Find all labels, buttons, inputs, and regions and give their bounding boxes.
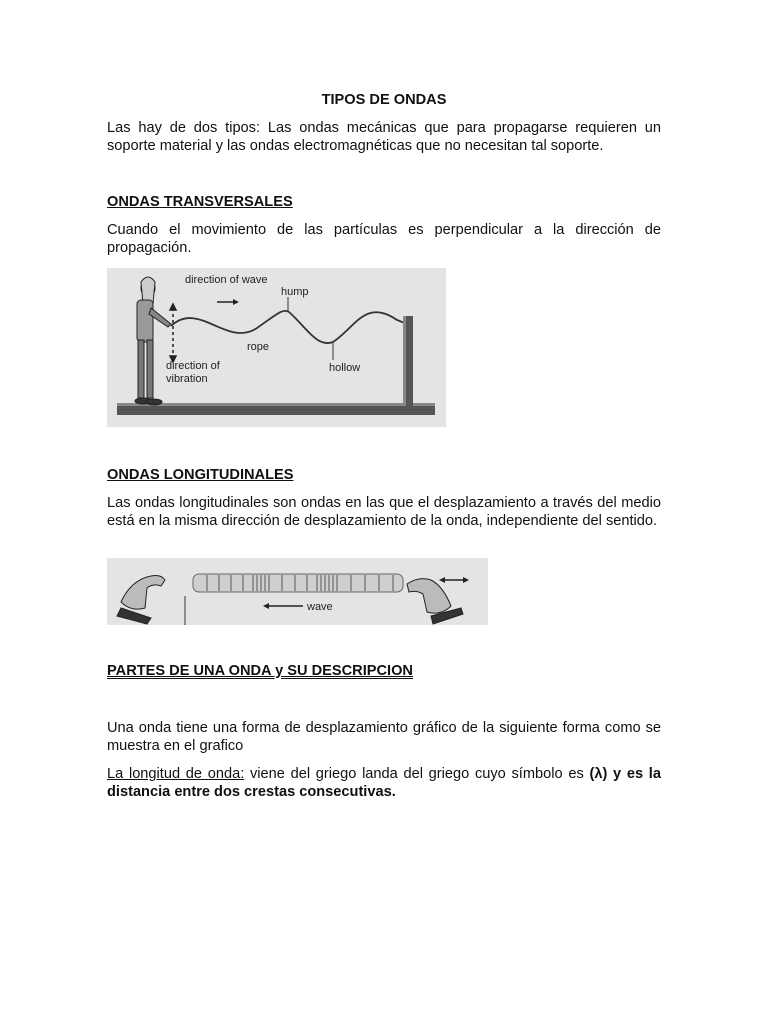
wavelength-paragraph [107,765,661,801]
label-hollow: hollow [329,362,361,374]
heading-longitudinal: ONDAS LONGITUDINALES [107,467,294,483]
parts-paragraph: Una onda tiene una forma de desplazamiento gráfico de la siguiente forma como se muestra en el grafico [107,720,661,754]
label-vibration: vibration [166,373,208,385]
transversal-paragraph: Cuando el movimiento de las partículas es perpendicular a la dirección de propagación. [107,222,661,256]
label-hump: hump [281,286,309,298]
longitudinal-wave-figure [107,558,488,625]
longitudinal-paragraph: Las ondas longitudinales son ondas en las que el desplazamiento a través del medio está en la misma dirección de desplazamiento de la onda, independiente del sentido. [107,495,661,529]
heading-parts: PARTES DE UNA ONDA y SU DESCRIPCION [107,663,413,679]
label-direction-of-wave: direction of wave [185,274,268,286]
wavelength-label: La longitud de onda: [107,766,245,782]
label-direction-of: direction of [166,360,220,372]
wavelength-text: viene del griego landa del griego cuyo símbolo es [244,766,590,782]
wavelength-definition: (λ) y es la distancia entre dos crestas consecutivas. [107,766,661,800]
label-wave: wave [307,601,333,613]
document-title: TIPOS DE ONDAS [321,92,447,108]
label-rope: rope [247,341,270,353]
heading-transversal: ONDAS TRANSVERSALES [107,194,293,210]
transverse-wave-figure [107,268,446,427]
intro-paragraph: Las hay de dos tipos: Las ondas mecánicas que para propagarse requieren un soporte material y las ondas electromagnéticas que no necesitan tal soporte. [107,120,661,154]
